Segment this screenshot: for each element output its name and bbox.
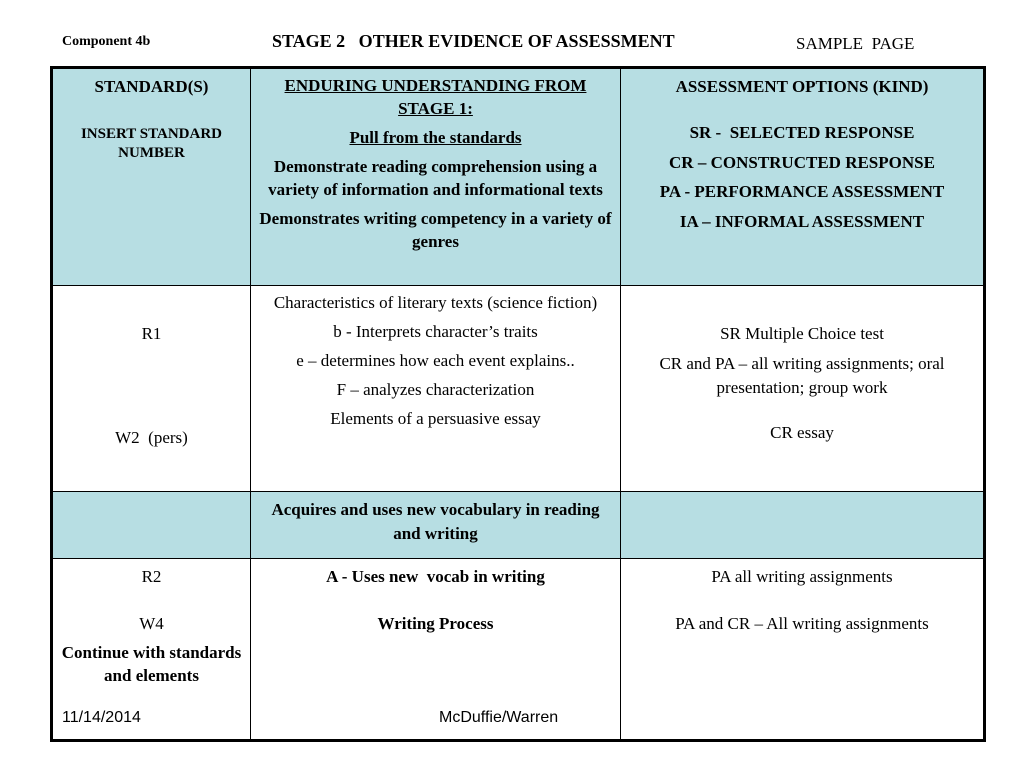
enduring-item: e – determines how each event explains.. — [296, 350, 575, 370]
assessment-item: CR essay — [770, 423, 834, 443]
assessment-item: PA all writing assignments — [711, 566, 893, 586]
component-label: Component 4b — [62, 34, 151, 49]
assessment-option: SR - SELECTED RESPONSE — [689, 122, 915, 142]
footer-author: McDuffie/Warren — [439, 709, 559, 726]
enduring-header-cell — [251, 68, 621, 286]
standard-r2: R2 — [141, 566, 162, 586]
standards-header: STANDARD(S) — [94, 77, 209, 96]
enduring-item: Elements of a persuasive essay — [330, 408, 541, 428]
assessment-item: SR Multiple Choice test — [720, 324, 884, 343]
assessment-option: IA – INFORMAL ASSESSMENT — [679, 212, 925, 232]
assessment-header: ASSESSMENT OPTIONS (KIND) — [675, 77, 929, 96]
insert-standard-number: INSERT STANDARD NUMBER — [80, 125, 223, 162]
standards-header-cell — [52, 68, 251, 286]
enduring-cell — [251, 286, 621, 492]
assessment-option: CR – CONSTRUCTED RESPONSE — [669, 152, 935, 172]
enduring-cell — [251, 492, 621, 559]
table-row — [52, 492, 985, 559]
standard-w2: W2 (pers) — [115, 427, 188, 447]
enduring-item: F – analyzes characterization — [336, 379, 535, 399]
standards-cell — [52, 286, 251, 492]
enduring-header: ENDURING UNDERSTANDING FROM STAGE 1: — [284, 76, 587, 118]
assessment-cell — [621, 558, 985, 740]
table-row — [52, 286, 985, 492]
assessment-item: CR and PA – all writing assignments; oral presentation; group work — [659, 353, 945, 397]
standard-r1: R1 — [141, 324, 162, 343]
enduring-line-1: Demonstrate reading comprehension using a variety of information and informational texts — [268, 156, 603, 199]
assessment-option: PA - PERFORMANCE ASSESSMENT — [659, 182, 945, 202]
pull-from-standards: Pull from the standards — [349, 127, 522, 147]
continue-note: Continue with standards and elements — [61, 643, 242, 686]
assessment-item: PA and CR – All writing assignments — [675, 614, 929, 634]
standard-w4: W4 — [139, 614, 164, 634]
assessment-cell — [621, 492, 985, 559]
enduring-line-2: Demonstrates writing competency in a variety of genres — [259, 208, 612, 251]
enduring-cell — [251, 558, 621, 740]
vocabulary-understanding: Acquires and uses new vocabulary in reading and writing — [271, 500, 600, 543]
enduring-item: b - Interprets character’s traits — [333, 321, 538, 341]
assessment-cell — [621, 286, 985, 492]
assessment-header-cell — [621, 68, 985, 286]
standards-cell — [52, 492, 251, 559]
footer-date: 11/14/2014 — [62, 709, 141, 726]
page-title: STAGE 2 OTHER EVIDENCE OF ASSESSMENT — [272, 31, 675, 51]
assessment-table — [50, 66, 986, 742]
enduring-item: Characteristics of literary texts (science fiction) — [273, 293, 598, 312]
header-row — [52, 68, 985, 286]
enduring-item: Writing Process — [377, 614, 494, 634]
sample-page-label: SAMPLE PAGE — [796, 34, 915, 53]
enduring-item: A - Uses new vocab in writing — [326, 566, 545, 586]
